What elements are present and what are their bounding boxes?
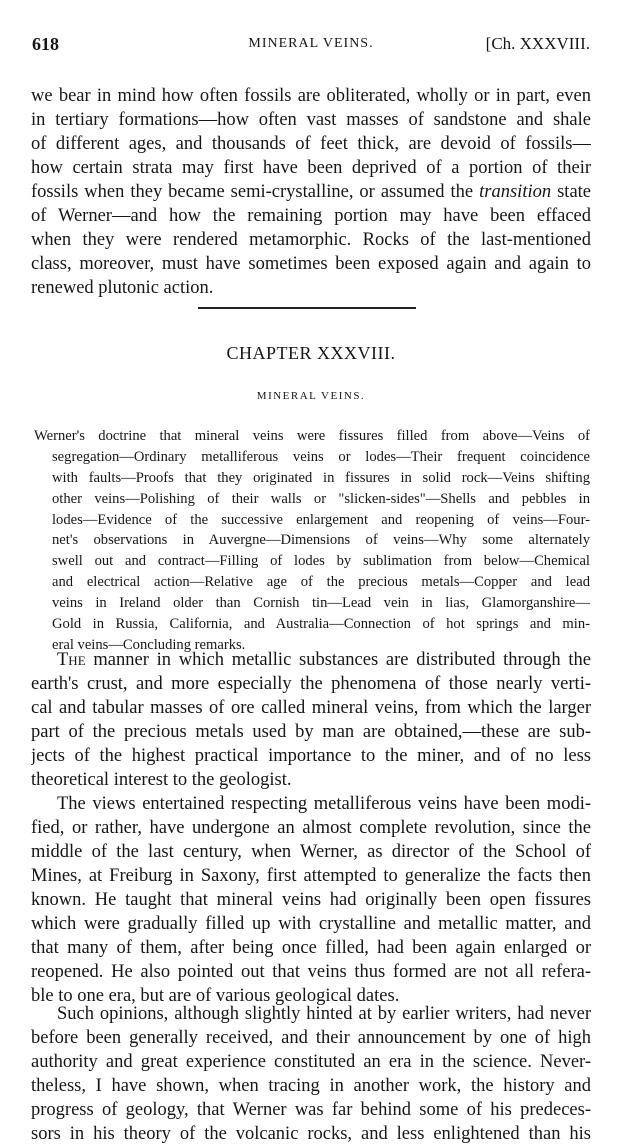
chapter-synopsis: [34, 426, 590, 656]
text-line: middle of the last century, when Werner, as director of the School of: [31, 842, 591, 862]
body-paragraph-3: [31, 1002, 591, 1146]
text-line: earth's crust, and more especially the phenomena of those nearly verti-: [31, 674, 591, 694]
text-line: authority and great experience constituted an era in the science. Never-: [31, 1052, 591, 1072]
text-line: Mines, at Freiburg in Saxony, first attempted to generalize the facts then: [31, 866, 591, 886]
text-line: before been generally received, and their announcement by one of high: [31, 1028, 591, 1048]
text-line: of Werner—and how the remaining portion may have been effaced: [31, 206, 591, 226]
synopsis-line: eral veins—Concluding remarks.: [52, 636, 246, 653]
italic-term: transition: [479, 182, 552, 202]
text-line: that many of them, after being once filled, had been again enlarged or: [31, 938, 591, 958]
text-line: when they were rendered metamorphic. Rocks of the last-mentioned: [31, 230, 591, 250]
page-number: 618: [32, 34, 59, 54]
synopsis-line: net's observations in Auvergne—Dimensions of veins—Why some alternately: [52, 532, 590, 549]
body-paragraph-1: [31, 648, 591, 792]
text-line: part of the precious metals used by man are obtained,—these are sub-: [31, 722, 591, 742]
synopsis-line: lodes—Evidence of the successive enlargement and reopening of veins—Four-: [52, 511, 590, 528]
synopsis-line: Werner's doctrine that mineral veins were fissures filled from above—Veins of: [34, 428, 590, 444]
text-line: sors in his theory of the volcanic rocks, and less enlightened than his: [31, 1124, 591, 1144]
chapter-title: CHAPTER XXXVIII.: [226, 343, 396, 363]
text-line: in tertiary formations—how often vast masses of sandstone and shale: [31, 110, 591, 130]
synopsis-line: with faults—Proofs that they originated in fissures in solid rock—Veins shifting: [52, 469, 590, 486]
text-line: of different ages, and thousands of feet thick, are devoid of fossils—: [31, 134, 591, 154]
running-title: MINERAL VEINS.: [248, 36, 374, 51]
text-line: renewed plutonic action.: [31, 278, 214, 298]
text-line: The views entertained respecting metalliferous veins have been modi-: [57, 794, 591, 814]
chapter-subtitle: MINERAL VEINS.: [256, 390, 366, 402]
chapter-reference: [Ch. XXXVIII.: [485, 34, 590, 53]
text-line: how certain strata may first have been deprived of a portion of their: [31, 158, 591, 178]
text-line: cal and tabular masses of ore called mineral veins, from which the larger: [31, 698, 591, 718]
text-line: progress of geology, that Werner was far behind some of his predeces-: [31, 1100, 591, 1120]
text-line: jects of the highest practical importance to the miner, and of no less: [31, 746, 591, 766]
drop-word: The: [57, 650, 86, 670]
text-line: fossils when they became semi-crystalline, or assumed the transition state: [31, 182, 591, 202]
text-line: we bear in mind how often fossils are obliterated, wholly or in part, even: [31, 86, 591, 106]
synopsis-line: veins in Ireland older than Cornish tin—Lead vein in lias, Glamorganshire—: [52, 595, 590, 612]
text-line: ble to one era, but are of various geological dates.: [31, 986, 400, 1006]
synopsis-line: Gold in Russia, California, and Australia—Connection of hot springs and min-: [52, 616, 590, 633]
text-line: [31, 648, 591, 672]
text-line: which were gradually filled up with crystalline and metallic matter, and: [31, 914, 591, 934]
section-divider: [198, 307, 416, 309]
continuation-paragraph: [31, 84, 591, 300]
running-header: [32, 34, 590, 60]
synopsis-line: segregation—Ordinary metalliferous veins or lodes—Their frequent coincidence: [52, 448, 590, 465]
text-line: class, moreover, must have sometimes been exposed again and again to: [31, 254, 591, 274]
text-line: reopened. He also pointed out that veins thus formed are not all refera-: [31, 962, 591, 982]
body-paragraph-2: [31, 792, 591, 1008]
synopsis-line: other veins—Polishing of their walls or "slicken-sides"—Shells and pebbles in: [52, 490, 590, 507]
text-line: known. He taught that mineral veins had originally been open fissures: [31, 890, 591, 910]
synopsis-line: and electrical action—Relative age of the precious metals—Copper and lead: [52, 574, 590, 591]
text-span: manner in which metallic substances are distributed through the: [85, 650, 591, 670]
text-line: fied, or rather, have undergone an almost complete revolution, since the: [31, 818, 591, 838]
text-line: theless, I have shown, when tracing in another work, the history and: [31, 1076, 591, 1096]
text-line: theoretical interest to the geologist.: [31, 770, 292, 790]
text-line: Such opinions, although slightly hinted at by earlier writers, had never: [57, 1004, 591, 1024]
synopsis-line: swell out and contract—Filling of lodes by sublimation from below—Chemical: [52, 553, 590, 570]
